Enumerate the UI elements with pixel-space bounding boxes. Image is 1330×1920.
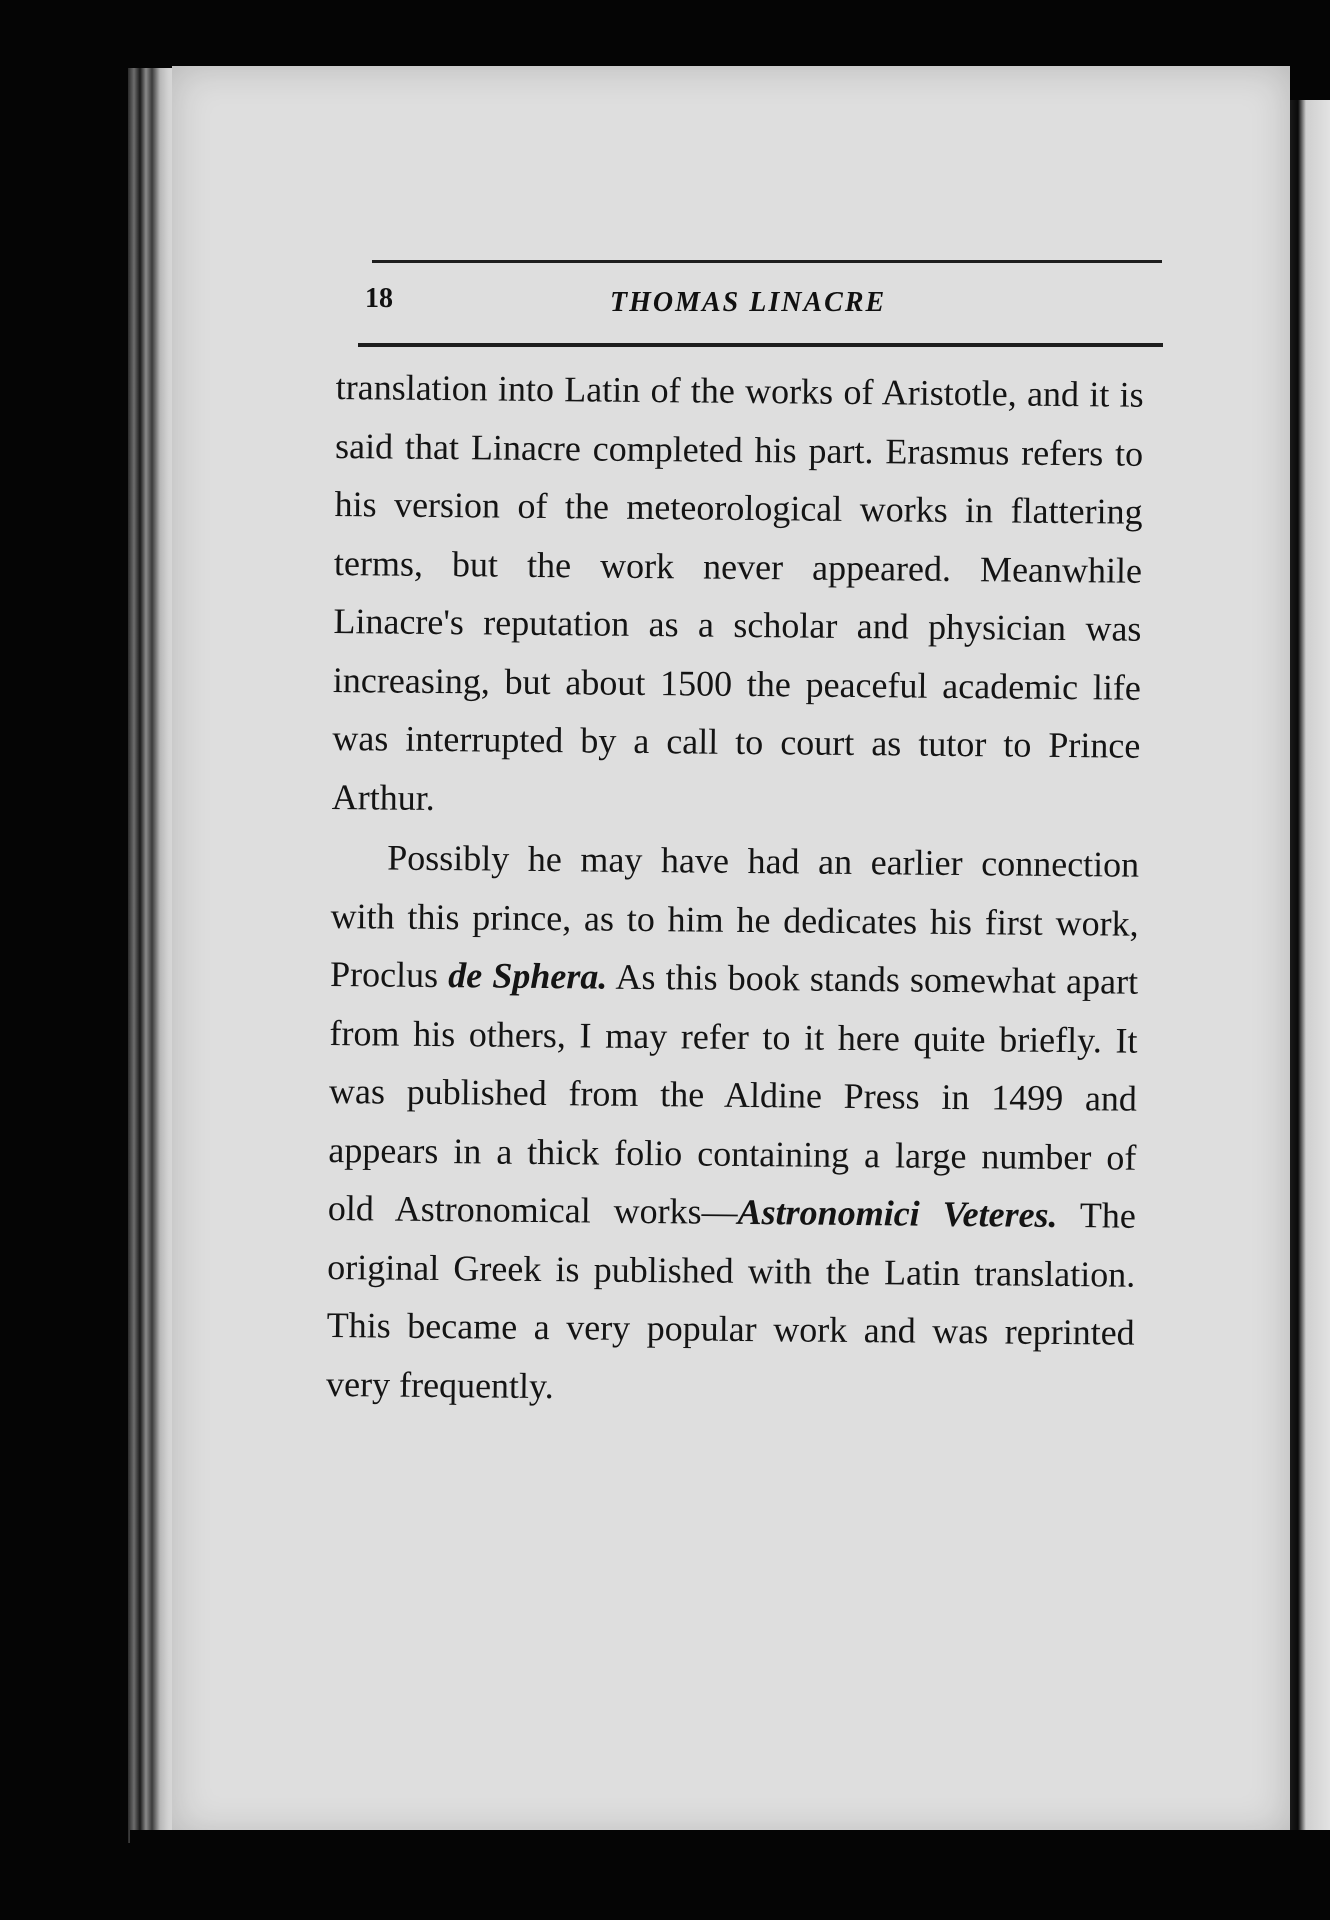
header-rule-bottom (358, 343, 1163, 347)
bottom-shadow (130, 1830, 1330, 1920)
body-text (326, 358, 1144, 1421)
paragraph-2-italic-title-2: Astronomici Veteres. (737, 1191, 1058, 1235)
paragraph-2-part-1: Possibly he may have had an earlier connection with this prince, as to him he dedicates his first work, Proclus (329, 837, 1140, 996)
running-head: THOMAS LINACRE (610, 287, 887, 318)
book-binding-edge (128, 68, 176, 1843)
page-number: 18 (365, 283, 393, 314)
paragraph-1: translation into Latin of the works of Aristotle, and it is said that Linacre completed his part. Erasmus refers to his version of the meteorological works in flattering terms, but the work never appeared. Meanwhile Linacre's reputation as a scholar and physician was increasing, but about 1500 the peaceful academic life was interrupted by a call to court as tutor to Prince Arthur. (331, 366, 1144, 818)
paragraph-2-part-3: The original Greek is published with the Latin translation. This became a very popular work and was reprinted very frequently. (325, 1194, 1136, 1406)
paragraph-2-part-2: As this book stands somewhat apart from his others, I may refer to it here quite briefly. It was published from the Aldine Press in 1499 and appears in a thick folio containing a large number of old Astronomical works— (327, 956, 1139, 1232)
page-header (365, 283, 1165, 331)
next-page-edge (1290, 100, 1330, 1860)
header-rule-top (372, 260, 1162, 263)
paragraph-2 (326, 828, 1140, 1421)
paragraph-2-italic-title-1: de Sphera. (448, 955, 608, 997)
